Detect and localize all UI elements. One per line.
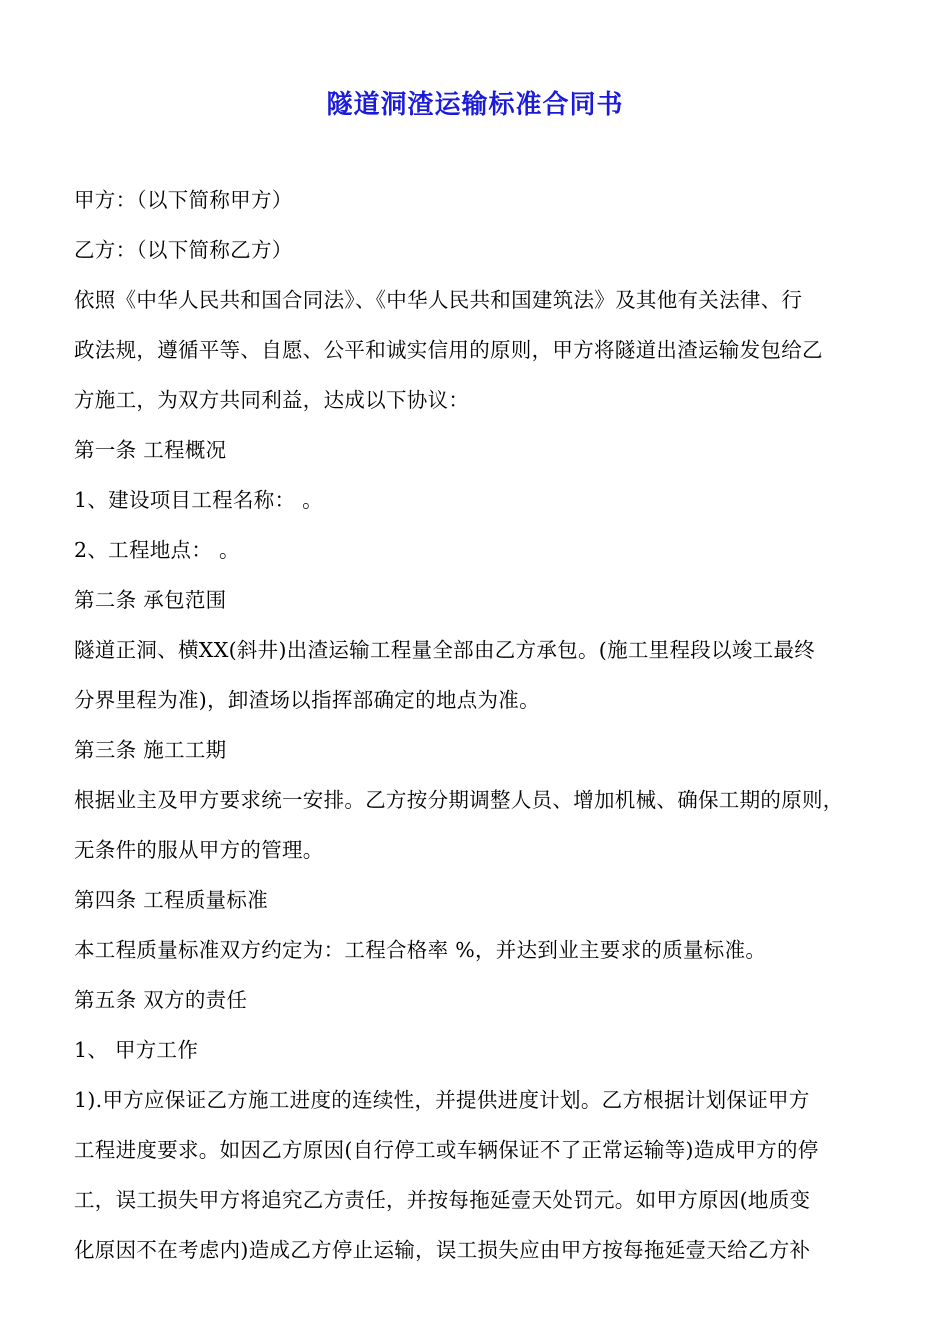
paragraph-line: 工程进度要求。如因乙方原因(自行停工或车辆保证不了正常运输等)造成甲方的停 bbox=[74, 1138, 819, 1162]
party-b-line: 乙方：（以下简称乙方） bbox=[74, 238, 293, 262]
paragraph-line: 1).甲方应保证乙方施工进度的连续性，并提供进度计划。乙方根据计划保证甲方 bbox=[74, 1088, 810, 1112]
article-heading: 第四条 工程质量标准 bbox=[74, 888, 269, 912]
article-heading: 第一条 工程概况 bbox=[74, 438, 227, 462]
paragraph-line: 方施工，为双方共同利益，达成以下协议： bbox=[74, 388, 470, 412]
paragraph-line: 1、建设项目工程名称： 。 bbox=[74, 488, 323, 512]
paragraph-line: 分界里程为准)，卸渣场以指挥部确定的地点为准。 bbox=[74, 688, 540, 712]
paragraph-line: 政法规，遵循平等、自愿、公平和诚实信用的原则，甲方将隧道出渣运输发包给乙 bbox=[74, 338, 823, 362]
party-a-line: 甲方：（以下简称甲方） bbox=[74, 188, 293, 212]
paragraph-line: 本工程质量标准双方约定为：工程合格率 %，并达到业主要求的质量标准。 bbox=[74, 938, 767, 962]
paragraph-line: 2、工程地点： 。 bbox=[74, 538, 240, 562]
paragraph-line: 依照《中华人民共和国合同法》、《中华人民共和国建筑法》及其他有关法律、行 bbox=[74, 288, 803, 312]
sub-heading: 1、 甲方工作 bbox=[74, 1038, 199, 1062]
paragraph-line: 无条件的服从甲方的管理。 bbox=[74, 838, 324, 862]
paragraph-line: 化原因不在考虑内)造成乙方停止运输，误工损失应由甲方按每拖延壹天给乙方补 bbox=[74, 1238, 811, 1262]
article-heading: 第二条 承包范围 bbox=[74, 588, 227, 612]
article-heading: 第五条 双方的责任 bbox=[74, 988, 248, 1012]
document-title: 隧道洞渣运输标准合同书 bbox=[326, 90, 624, 120]
paragraph-line: 工，误工损失甲方将追究乙方责任，并按每拖延壹天处罚元。如甲方原因(地质变 bbox=[74, 1188, 811, 1212]
paragraph-line: 隧道正洞、横XX(斜井)出渣运输工程量全部由乙方承包。(施工里程段以竣工最终 bbox=[74, 638, 816, 662]
article-heading: 第三条 施工工期 bbox=[74, 738, 227, 762]
paragraph-line: 根据业主及甲方要求统一安排。乙方按分期调整人员、增加机械、确保工期的原则， bbox=[74, 788, 844, 812]
